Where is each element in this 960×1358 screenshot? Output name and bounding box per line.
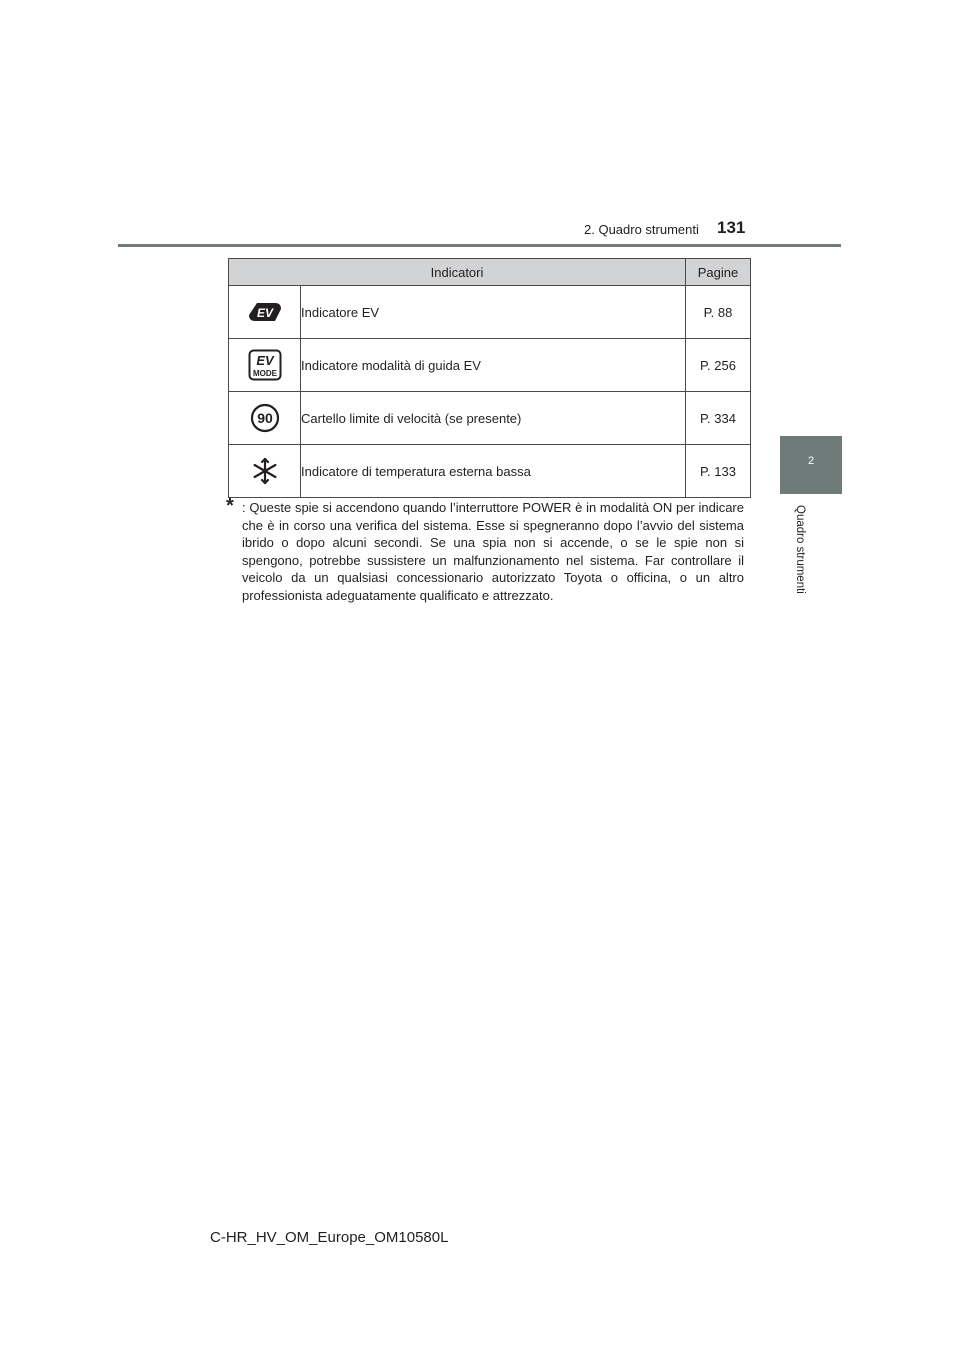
icon-cell	[229, 339, 301, 392]
svg-text:EV: EV	[255, 353, 274, 368]
speed-limit-90-icon	[229, 403, 300, 433]
page-link[interactable]: P. 88	[686, 286, 751, 339]
footnote	[228, 499, 744, 605]
header-indicators: Indicatori	[229, 259, 686, 286]
footnote-text: : Queste spie si accendono quando l’interruttore POWER è in modalità ON per indicare che è in corso una verifica del sistema. Esse si spegneranno dopo l’avvio del sistema ibrido o dopo alcuni secondi. Se una spia non si accende, o se le spie non si spengono, potrebbe sussistere un malfunzionamento nel sistema. Far controllare il veicolo da un qualsiasi concessionario autorizzato Toyota o officina, o un altro professionista adeguatamente qualificato e attrezzato.	[242, 500, 744, 603]
indicator-name: Indicatore di temperatura esterna bassa	[301, 445, 686, 498]
ev-indicator-icon	[229, 300, 300, 324]
svg-text:90: 90	[256, 410, 273, 426]
header-pages: Pagine	[686, 259, 751, 286]
header-rule	[118, 244, 841, 247]
page-link[interactable]: P. 256	[686, 339, 751, 392]
section-title: 2. Quadro strumenti	[584, 222, 699, 237]
icon-cell	[229, 445, 301, 498]
chapter-tab	[780, 436, 842, 494]
icon-cell	[229, 286, 301, 339]
page-link[interactable]: P. 334	[686, 392, 751, 445]
ev-mode-icon	[229, 349, 300, 381]
svg-text:MODE: MODE	[252, 369, 277, 378]
footnote-asterisk: *	[226, 495, 234, 517]
chapter-number: 2	[807, 455, 815, 467]
indicator-name: Indicatore EV	[301, 286, 686, 339]
table-row	[229, 339, 751, 392]
page-number: 131	[717, 218, 746, 237]
table-row	[229, 286, 751, 339]
icon-cell	[229, 392, 301, 445]
indicator-name: Indicatore modalità di guida EV	[301, 339, 686, 392]
snowflake-icon	[229, 457, 300, 485]
document-code: C-HR_HV_OM_Europe_OM10580L	[210, 1229, 449, 1246]
table-row	[229, 445, 751, 498]
indicators-table	[228, 258, 751, 498]
table-row	[229, 392, 751, 445]
page-link[interactable]: P. 133	[686, 445, 751, 498]
svg-text:EV: EV	[256, 306, 273, 320]
indicator-name: Cartello limite di velocità (se presente)	[301, 392, 686, 445]
table-header-row	[229, 259, 751, 286]
chapter-title: Quadro strumenti	[794, 505, 806, 594]
